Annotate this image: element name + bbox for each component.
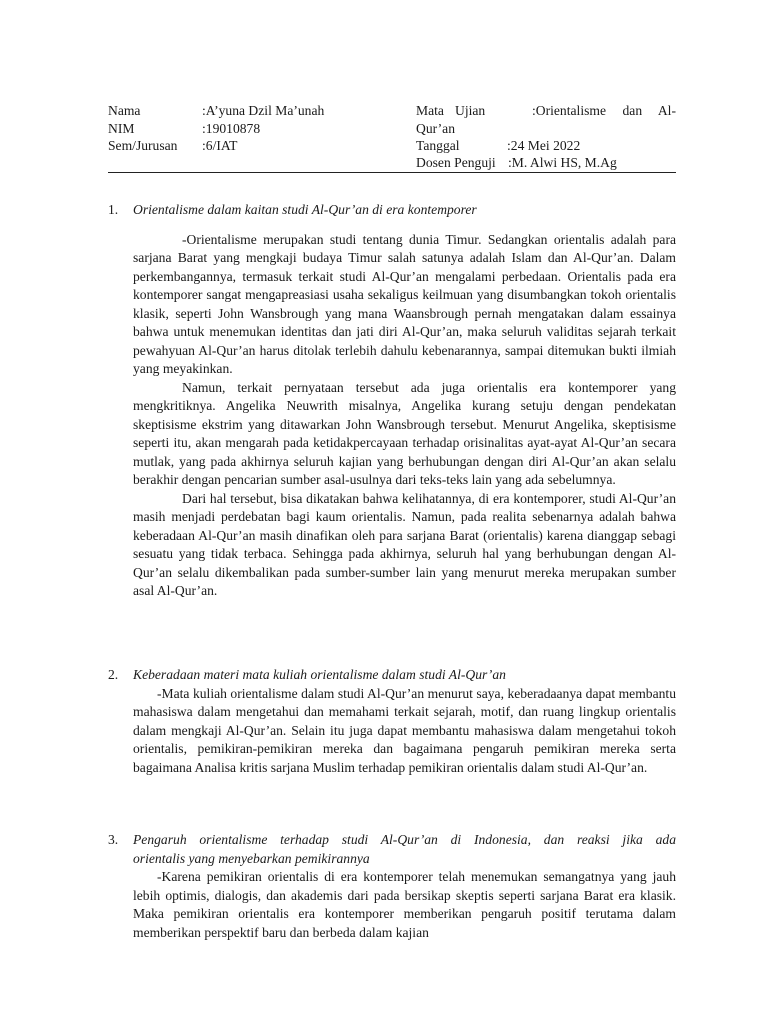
dosen-value: :M. Alwi HS, M.Ag	[508, 155, 617, 170]
name-label: Nama	[108, 103, 141, 118]
section-heading	[108, 831, 676, 868]
section-title: Keberadaan materi mata kuliah orientalisme dalam studi Al-Qur’an	[133, 667, 506, 682]
section-number: 2.	[108, 667, 119, 682]
tanggal-label: Tanggal	[416, 138, 460, 153]
section-body	[133, 685, 676, 778]
semester-value: :6/IAT	[202, 138, 238, 153]
section-1	[108, 201, 676, 601]
mata-ujian-value: :Orientalisme dan Al-	[532, 103, 676, 118]
mata-ujian-value-continued: Qur’an	[416, 121, 456, 136]
mata-label: Mata	[416, 103, 444, 118]
section-heading	[108, 666, 676, 685]
ujian-label: Ujian	[455, 103, 486, 118]
section-body	[133, 231, 676, 601]
section-title	[133, 831, 676, 868]
header-divider	[108, 172, 676, 173]
section-title-line-1: Pengaruh orientalisme terhadap studi Al-Qur’an di Indonesia, dan reaksi jika ada	[133, 832, 676, 847]
section-number: 1.	[108, 202, 119, 217]
section-3	[108, 831, 676, 942]
paragraph: Dari hal tersebut, bisa dikatakan bahwa kelihatannya, di era kontemporer, studi Al-Qur’an masih menjadi perdebatan bagi kaum orientalis. Namun, pada realita sebenarnya adalah bahwa keberadaan Al-Qur’an masih dinafikan oleh para sarjana Barat (orientalis) karena dianggap sebagi sesuatu yang tidak terbaca. Sehingga pada akhirnya, seluruh hal yang berhubungan dengan Al-Qur’an selalu dikembalikan pada sumber-sumber lain yang menurut mereka merupakan sumber asal Al-Qur’an.	[133, 490, 676, 598]
section-heading	[108, 201, 676, 220]
section-title: Orientalisme dalam kaitan studi Al-Qur’an di era kontemporer	[133, 202, 477, 217]
nim-label: NIM	[108, 121, 135, 136]
tanggal-value: :24 Mei 2022	[507, 138, 581, 153]
dosen-label: Dosen Penguji	[416, 155, 496, 170]
section-body	[133, 868, 676, 942]
section-title-line-2: orientalis yang menyebarkan pemikirannya	[133, 850, 370, 866]
semester-label: Sem/Jurusan	[108, 138, 178, 153]
section-2	[108, 666, 676, 777]
section-number: 3.	[108, 832, 119, 847]
paragraph: -Karena pemikiran orientalis di era kontemporer telah menemukan semangatnya yang jauh lebih optimis, dialogis, dan akademis dari pada bersikap skeptis seperti sarjana Barat era klasik. Maka pemikiran orientalis era kontemporer memberikan pengaruh positif terutama dalam memberikan perspektif baru dan berbeda dalam kajian	[133, 869, 676, 940]
paragraph: Namun, terkait pernyataan tersebut ada juga orientalis era kontemporer yang mengkritiknya. Angelika Neuwrith misalnya, Angelika kurang setuju dengan pendekatan skeptisisme ekstrim yang ditawarkan John Wansbrough tersebut. Menurut Angelika, skeptisisme seperti itu, akan mengarah pada ketidakpercayaan terhadap orisinalitas ayat-ayat Al-Qur’an secara mutlak, yang pada akhirnya seluruh kajian yang berhubungan dengan diri Al-Qur’an akan selalu berakhir dengan pencarian sumber asal-usulnya dari teks-teks lain yang ada sebelumnya.	[133, 379, 676, 487]
paragraph: -Orientalisme merupakan studi tentang dunia Timur. Sedangkan orientalis adalah para sarjana Barat yang mengkaji budaya Timur salah satunya adalah Islam dan Al-Qur’an. Dalam perkembangannya, termasuk terkait studi Al-Qur’an mengalami perbedaan. Orientalis pada era kontemporer sangat mengapreasiasi usaha sekaligus keilmuan yang disumbangkan tokoh orientalis klasik, seperti John Wansbrough yang mana Waansbrough pernah mengatakan dalam essainya bahwa untuk menemukan identitas dan jati diri Al-Qur’an, maka seluruh validitas sejarah terkait pewahyuan Al-Qur’an harus ditolak terlebih dahulu kebenarannya, sampai ditemukan bukti ilmiah yang meyakinkan.	[133, 231, 676, 376]
name-value: :A’yuna Dzil Ma’unah	[202, 103, 325, 118]
nim-value: :19010878	[202, 121, 261, 136]
paragraph: -Mata kuliah orientalisme dalam studi Al-Qur’an menurut saya, keberadaanya dapat membantu mahasiswa dalam mengetahui dan memahami terkait sejarah, motif, dan ruang lingkup orientalis dalam mengkaji Al-Qur’an. Selain itu juga dapat membantu mahasiswa dalam mengetahui tokoh orientalis, pemikiran-pemikiran mereka dan bagaimana pengaruh pemikiran mereka serta bagaimana Analisa kritis sarjana Muslim terhadap pemikiran orientalis dalam studi Al-Qur’an.	[133, 685, 676, 775]
